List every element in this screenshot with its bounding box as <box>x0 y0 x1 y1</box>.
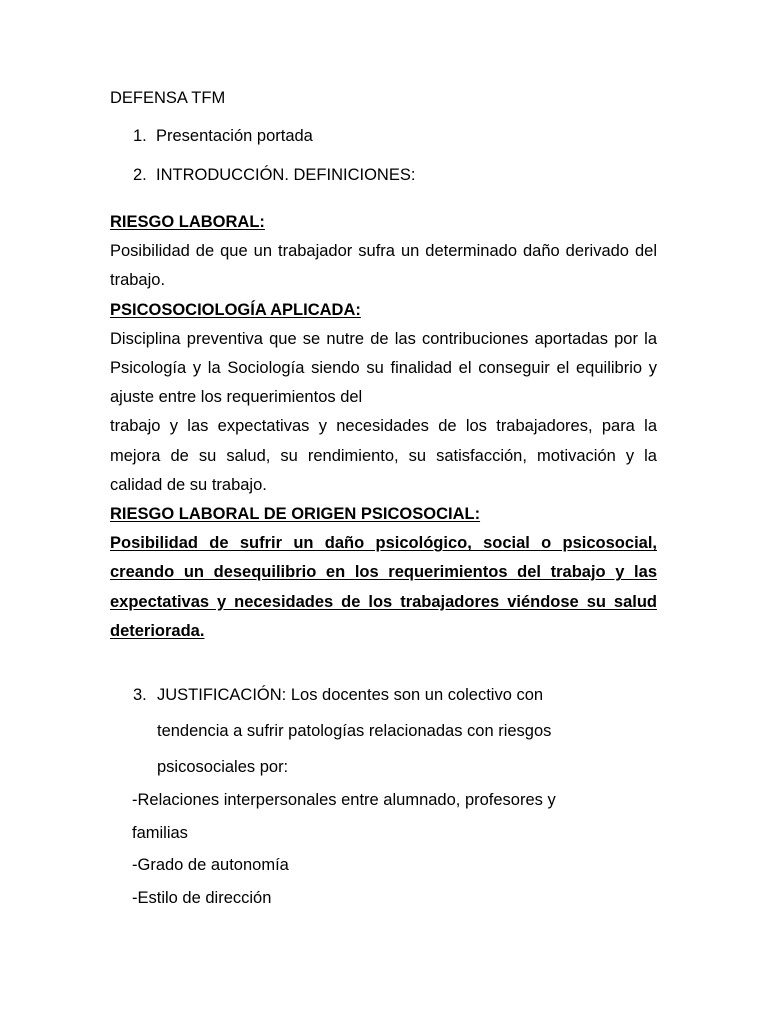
list-item-presentacion: Presentación portada <box>156 127 313 145</box>
bullet-relaciones: -Relaciones interpersonales entre alumnado, profesores y <box>132 791 556 809</box>
list-item-number: 3. <box>133 686 147 704</box>
bullet-relaciones-cont: familias <box>132 824 188 842</box>
heading-riesgo-psicosocial: RIESGO LABORAL DE ORIGEN PSICOSOCIAL: <box>110 505 481 524</box>
heading-psicosociologia: PSICOSOCIOLOGÍA APLICADA: <box>110 300 361 319</box>
list-item-number: 2. <box>133 166 147 184</box>
text-psicosociologia-2: trabajo y las expectativas y necesidades de los trabajadores, para la mejora de su salud, su rendimiento, su satisfacción, motivación y la calidad de su trabajo. <box>110 417 657 494</box>
text-riesgo-laboral: Posibilidad de que un trabajador sufra un determinado daño derivado del trabajo. <box>110 242 657 290</box>
justificacion-line-2: tendencia a sufrir patologías relacionadas con riesgos <box>157 722 552 740</box>
justificacion-line-3: psicosociales por: <box>157 758 289 776</box>
document-title: DEFENSA TFM <box>110 89 226 107</box>
definitions-section <box>110 208 657 646</box>
justificacion-line-1: JUSTIFICACIÓN: Los docentes son un colectivo con <box>157 686 544 704</box>
bullet-direccion: -Estilo de dirección <box>132 889 272 907</box>
text-psicosociologia-1: Disciplina preventiva que se nutre de las contribuciones aportadas por la Psicología y la Sociología siendo su finalidad el conseguir el equilibrio y ajuste entre los requerimientos del <box>110 329 657 407</box>
heading-riesgo-laboral: RIESGO LABORAL: <box>110 213 265 231</box>
text-riesgo-psicosocial: Posibilidad de sufrir un daño psicológico, social o psicosocial, creando un desequilibrio en los requerimientos del trabajo y las expectativas y necesidades de los trabajadores viéndose su salud deteriorada. <box>110 534 657 640</box>
list-item-number: 1. <box>133 127 147 145</box>
list-item-introduccion: INTRODUCCIÓN. DEFINICIONES: <box>156 166 416 184</box>
bullet-autonomia: -Grado de autonomía <box>132 856 289 874</box>
